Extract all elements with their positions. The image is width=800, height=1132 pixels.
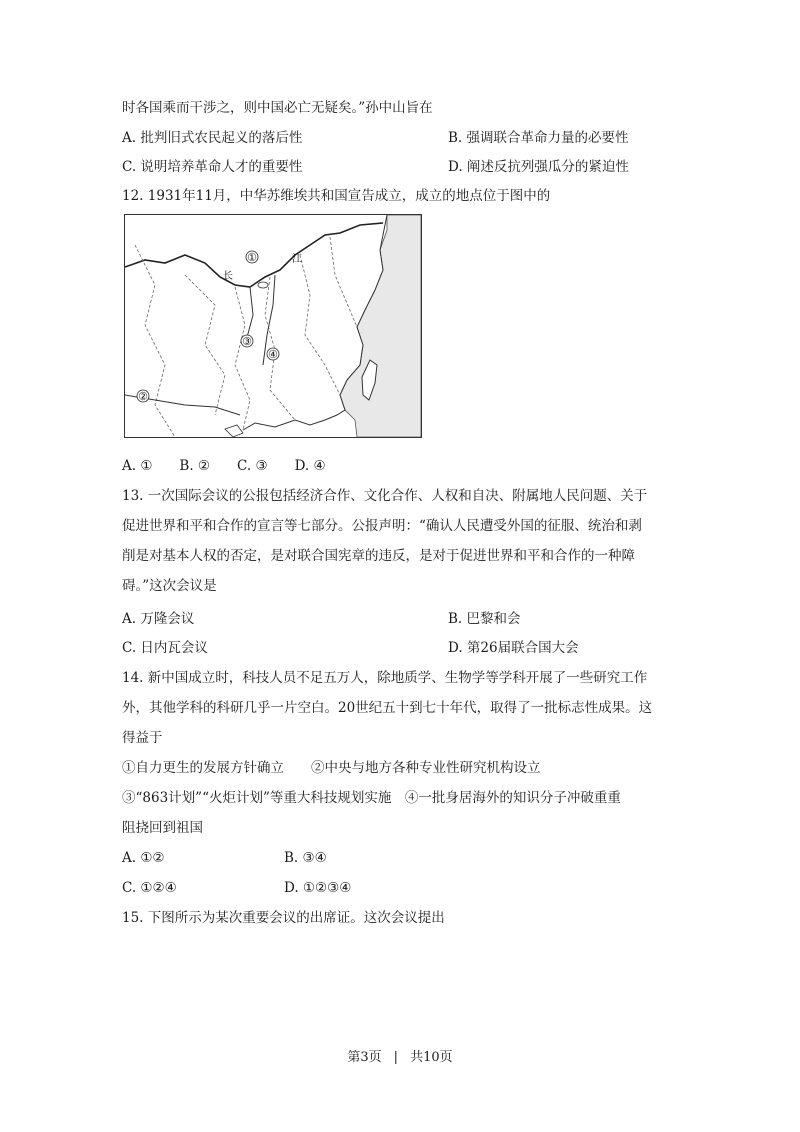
label-2: ② xyxy=(138,390,148,403)
q11-option-b: B. 强调联合革命力量的必要性 xyxy=(448,130,629,146)
page-number: 第3页 xyxy=(347,1050,382,1065)
label-1: ① xyxy=(247,251,257,264)
boundary-line xyxy=(235,287,250,430)
q14-option-b: B. ③④ xyxy=(284,850,327,866)
footer-separator: | xyxy=(393,1050,399,1065)
q13-line-1: 13. 一次国际会议的公报包括经济合作、文化合作、人权和自决、附属地人民问题、关于 xyxy=(122,488,648,504)
boundary-line xyxy=(300,255,340,395)
china-map-figure xyxy=(124,214,422,438)
q12-stem: 12. 1931年11月，中华苏维埃共和国宣告成立，成立的地点位于图中的 xyxy=(122,188,551,204)
q13-line-3: 削是对基本人权的否定，是对联合国宪章的违反，是对于促进世界和平和合作的一种障 xyxy=(122,548,635,564)
total-pages: 共10页 xyxy=(410,1050,453,1065)
boundary-line xyxy=(330,237,357,327)
q14-items-line-1: ①自力更生的发展方针确立 ②中央与地方各种专业性研究机构设立 xyxy=(122,760,541,776)
q13-option-b: B. 巴黎和会 xyxy=(448,611,521,627)
label-jiang: 江 xyxy=(292,254,302,265)
q14-line-2: 外，其他学科的科研几乎一片空白。20世纪五十到七十年代，取得了一批标志性成果。这 xyxy=(122,700,653,716)
q15-stem: 15. 下图所示为某次重要会议的出席证。这次会议提出 xyxy=(122,910,445,926)
q13-option-a: A. 万隆会议 xyxy=(122,611,195,627)
q13-line-4: 碍。”这次会议是 xyxy=(122,578,217,594)
hainan-island xyxy=(225,425,243,437)
q14-option-c: C. ①②④ xyxy=(122,880,177,896)
label-3: ③ xyxy=(242,335,252,348)
q11-stem-tail: 时各国乘而干涉之，则中国必亡无疑矣。”孙中山旨在 xyxy=(122,100,433,116)
label-chang: 长 xyxy=(223,271,233,282)
label-4: ④ xyxy=(268,348,278,361)
q13-line-2: 促进世界和平和合作的宣言等七部分。公报声明：“确认人民遭受外国的征服、统治和剥 xyxy=(122,518,642,534)
q14-line-3: 得益于 xyxy=(122,730,163,746)
lake xyxy=(258,282,268,288)
q14-option-a: A. ①② xyxy=(122,850,165,866)
q11-option-c: C. 说明培养革命人才的重要性 xyxy=(122,159,303,175)
china-map-svg xyxy=(125,215,421,437)
page-footer xyxy=(0,1048,800,1068)
q11-option-d: D. 阐述反抗列强瓜分的紧迫性 xyxy=(448,159,629,175)
boundary-line xyxy=(185,275,225,415)
q14-items-line-2: ③“863计划”“火炬计划”等重大科技规划实施 ④一批身居海外的知识分子冲破重重 xyxy=(122,790,621,806)
q13-option-c: C. 日内瓦会议 xyxy=(122,640,208,656)
q13-option-d: D. 第26届联合国大会 xyxy=(448,640,579,656)
boundary-line xyxy=(135,245,175,437)
q14-option-d: D. ①②③④ xyxy=(284,880,352,896)
q14-line-1: 14. 新中国成立时，科技人员不足五万人，除地质学、生物学等学科开展了一些研究工作 xyxy=(122,670,648,686)
q14-items-line-3: 阻挠回到祖国 xyxy=(122,820,203,836)
q12-options: A. ① B. ② C. ③ D. ④ xyxy=(122,458,326,474)
q11-option-a: A. 批判旧式农民起义的落后性 xyxy=(122,130,303,146)
